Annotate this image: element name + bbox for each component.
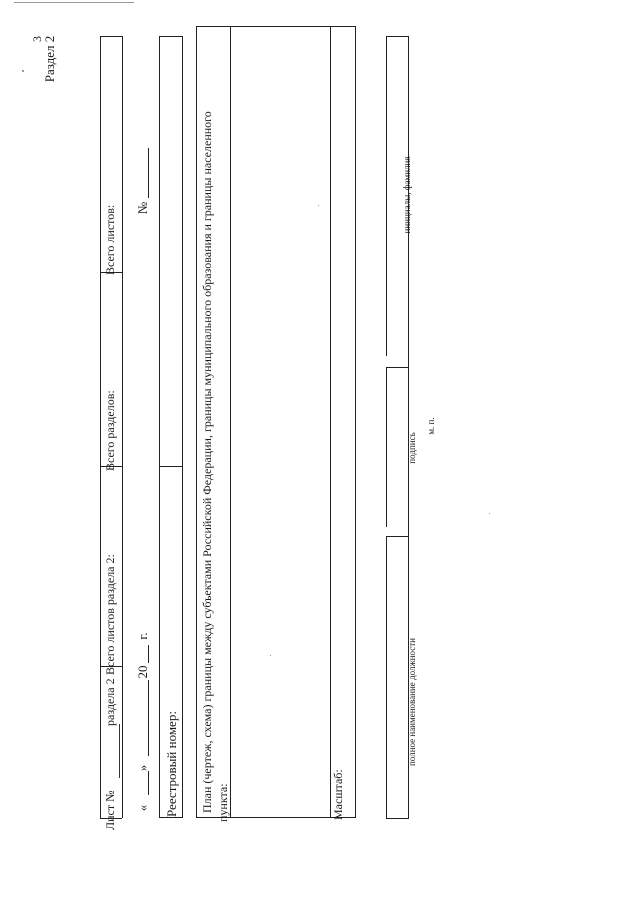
sheet-number-blank bbox=[119, 724, 120, 778]
date-quote-close: » bbox=[135, 764, 150, 772]
date-year-blank bbox=[148, 645, 149, 663]
page-number: 3 bbox=[30, 36, 44, 42]
number-sign: № bbox=[135, 201, 150, 215]
plan-box bbox=[196, 26, 356, 818]
section-label: Раздел 2 bbox=[42, 35, 57, 83]
signature-caption: подпись bbox=[407, 432, 417, 464]
scan-edge-rule bbox=[14, 2, 134, 3]
number-blank bbox=[148, 148, 149, 198]
date-month-blank bbox=[148, 680, 149, 756]
plan-title: План (чертеж, схема) границы между субъектами Российской Федерации, границы муниципального образования и границы населенного bbox=[200, 111, 214, 813]
scan-speck bbox=[270, 655, 271, 656]
registry-label: Реестровый номер: bbox=[164, 711, 179, 817]
scale-rule bbox=[330, 26, 331, 818]
date-year-prefix: 20 bbox=[135, 665, 150, 679]
registry-divider bbox=[159, 466, 183, 467]
total-sheets-label: Всего листов: bbox=[103, 204, 117, 275]
name-caption: инициалы, фамилия bbox=[402, 156, 412, 234]
scan-speck bbox=[489, 513, 490, 514]
total-sheets-section-label: Всего листов раздела 2: bbox=[103, 554, 117, 675]
date-year-suffix: г. bbox=[135, 632, 150, 640]
scan-speck bbox=[318, 205, 319, 206]
plan-title-rule bbox=[230, 26, 231, 818]
plan-title-continuation: пункта: bbox=[216, 783, 230, 822]
scan-speck bbox=[22, 70, 24, 72]
stamp-caption: м. п. bbox=[426, 417, 436, 435]
date-quote-open: « bbox=[135, 804, 150, 812]
total-sections-label: Всего разделов: bbox=[103, 390, 117, 471]
sheet-number-label: Лист № bbox=[103, 790, 117, 830]
section-name: раздела 2 bbox=[103, 678, 117, 726]
scale-label: Масштаб: bbox=[331, 769, 345, 820]
position-caption: полное наименование должности bbox=[407, 638, 417, 766]
